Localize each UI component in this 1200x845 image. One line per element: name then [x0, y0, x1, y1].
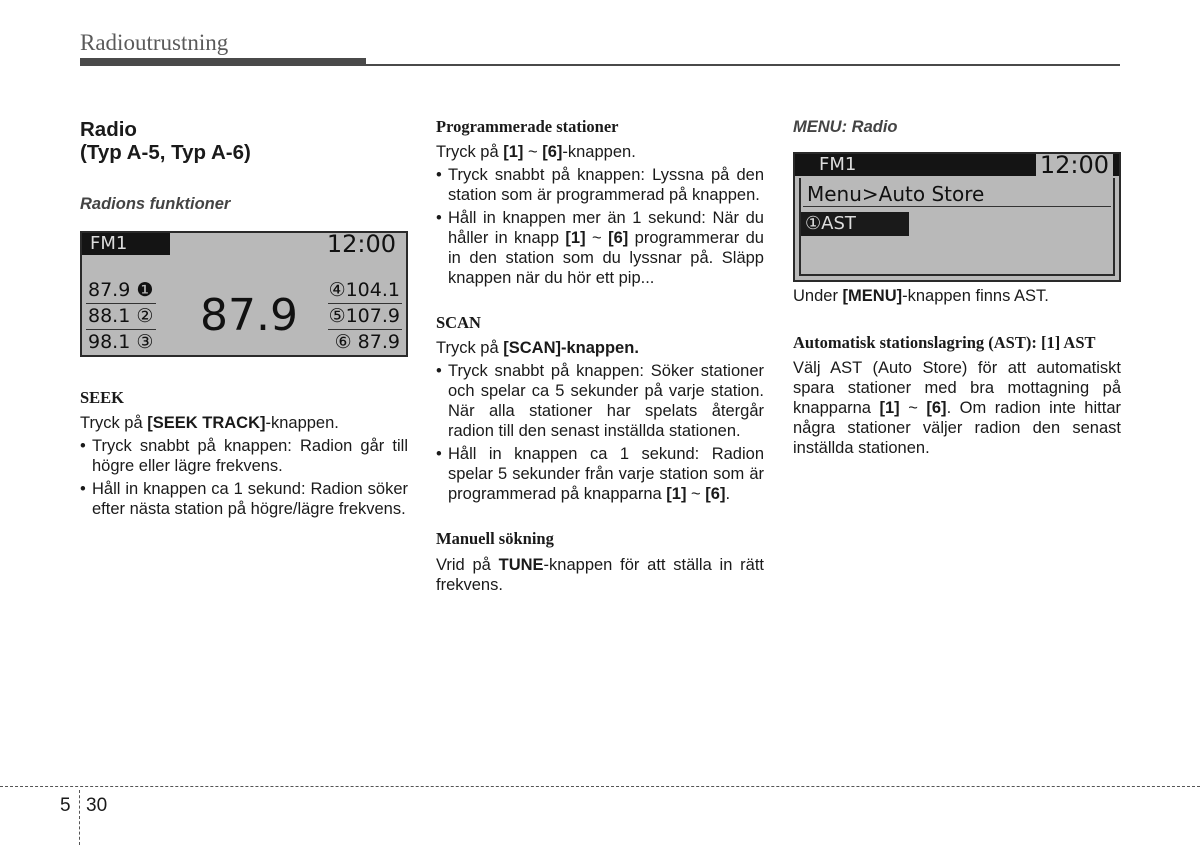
list-item: • Tryck snabbt på knappen: Radion går till högre eller lägre frekvens. — [80, 436, 408, 476]
preset-heading: Programmerade stationer — [436, 117, 619, 136]
preset-divider — [86, 303, 156, 304]
manual-text: Vrid på TUNE-knappen för att ställa in rätt frekvens. — [436, 556, 764, 594]
chapter-number: 5 — [60, 795, 71, 816]
list-item: • Håll in knappen ca 1 sekund: Radion spelar 5 sekunder från varje station som är programmerad på knapparna [1] ~ [6]. — [436, 444, 764, 504]
preset-right-6: ⑥ 87.9 — [334, 331, 400, 353]
footer-divider — [0, 786, 1200, 787]
ast-text: Välj AST (Auto Store) för att automatiskt spara stationer med bra mottagning på knapparna [1] ~ [6]. Om radion inte hittar några stationer väljer radion den senast inställda stationen. — [793, 359, 1121, 457]
preset-list — [436, 165, 764, 288]
menu-divider — [803, 206, 1111, 207]
list-item: • Tryck snabbt på knappen: Lyssna på den station som är programmerad på knappen. — [436, 165, 764, 205]
preset-left-3: 98.1 ③ — [88, 331, 154, 353]
menu-radio-title: MENU: Radio — [793, 118, 898, 136]
column-left — [80, 112, 408, 519]
preset-intro: Tryck på [1] ~ [6]-knappen. — [436, 143, 636, 161]
band-label: FM1 — [90, 233, 128, 254]
preset-right-4: ④104.1 — [328, 279, 400, 301]
column-middle — [436, 112, 764, 595]
preset-left-2: 88.1 ② — [88, 305, 154, 327]
scan-intro: Tryck på [SCAN]-knappen. — [436, 339, 639, 357]
preset-divider — [328, 303, 402, 304]
list-item: • Tryck snabbt på knappen: Söker stationer och spelar ca 5 sekunder på varje station. När alla stationer har spelats återgår radion till den senast inställda stationen. — [436, 361, 764, 441]
ast-heading: Automatisk stationslagring (AST): [1] AST — [793, 333, 1096, 352]
section-title: Radioutrustning — [80, 30, 229, 55]
radio-display — [80, 231, 408, 357]
menu-note: Under [MENU]-knappen finns AST. — [793, 287, 1049, 305]
header-rule-thin — [366, 64, 1120, 66]
band-label: FM1 — [819, 154, 857, 175]
menu-display — [793, 152, 1121, 282]
preset-left-1: 87.9 ❶ — [88, 279, 154, 301]
list-item: • Håll in knappen ca 1 sekund: Radion söker efter nästa station på högre/lägre frekvens. — [80, 479, 408, 519]
clock-display: 12:00 — [323, 232, 400, 256]
scan-list — [436, 361, 764, 504]
preset-divider — [86, 329, 156, 330]
scan-heading: SCAN — [436, 313, 481, 332]
clock-display: 12:00 — [1036, 153, 1113, 177]
column-right — [793, 112, 1121, 458]
preset-divider — [328, 329, 402, 330]
preset-right-5: ⑤107.9 — [328, 305, 400, 327]
seek-heading: SEEK — [80, 388, 125, 407]
menu-path: Menu>Auto Store — [807, 182, 985, 206]
menu-selected-item: ①AST — [801, 212, 909, 236]
header-rule-thick — [80, 58, 366, 66]
manual-heading: Manuell sökning — [436, 529, 554, 548]
seek-intro: Tryck på [SEEK TRACK]-knappen. — [80, 414, 339, 432]
radio-title-line2: (Typ A-5, Typ A-6) — [80, 141, 251, 164]
seek-list — [80, 436, 408, 519]
page-number: 30 — [86, 795, 108, 816]
main-frequency: 87.9 — [200, 290, 298, 341]
radio-title-line1: Radio — [80, 118, 137, 141]
radio-functions-subtitle: Radions funktioner — [80, 195, 231, 213]
list-item: • Håll in knappen mer än 1 sekund: När du håller in knapp [1] ~ [6] programmerar du in den station som du lyssnar på. Släpp knappen när du hör ett pip... — [436, 208, 764, 288]
footer-vertical-divider — [79, 790, 80, 845]
